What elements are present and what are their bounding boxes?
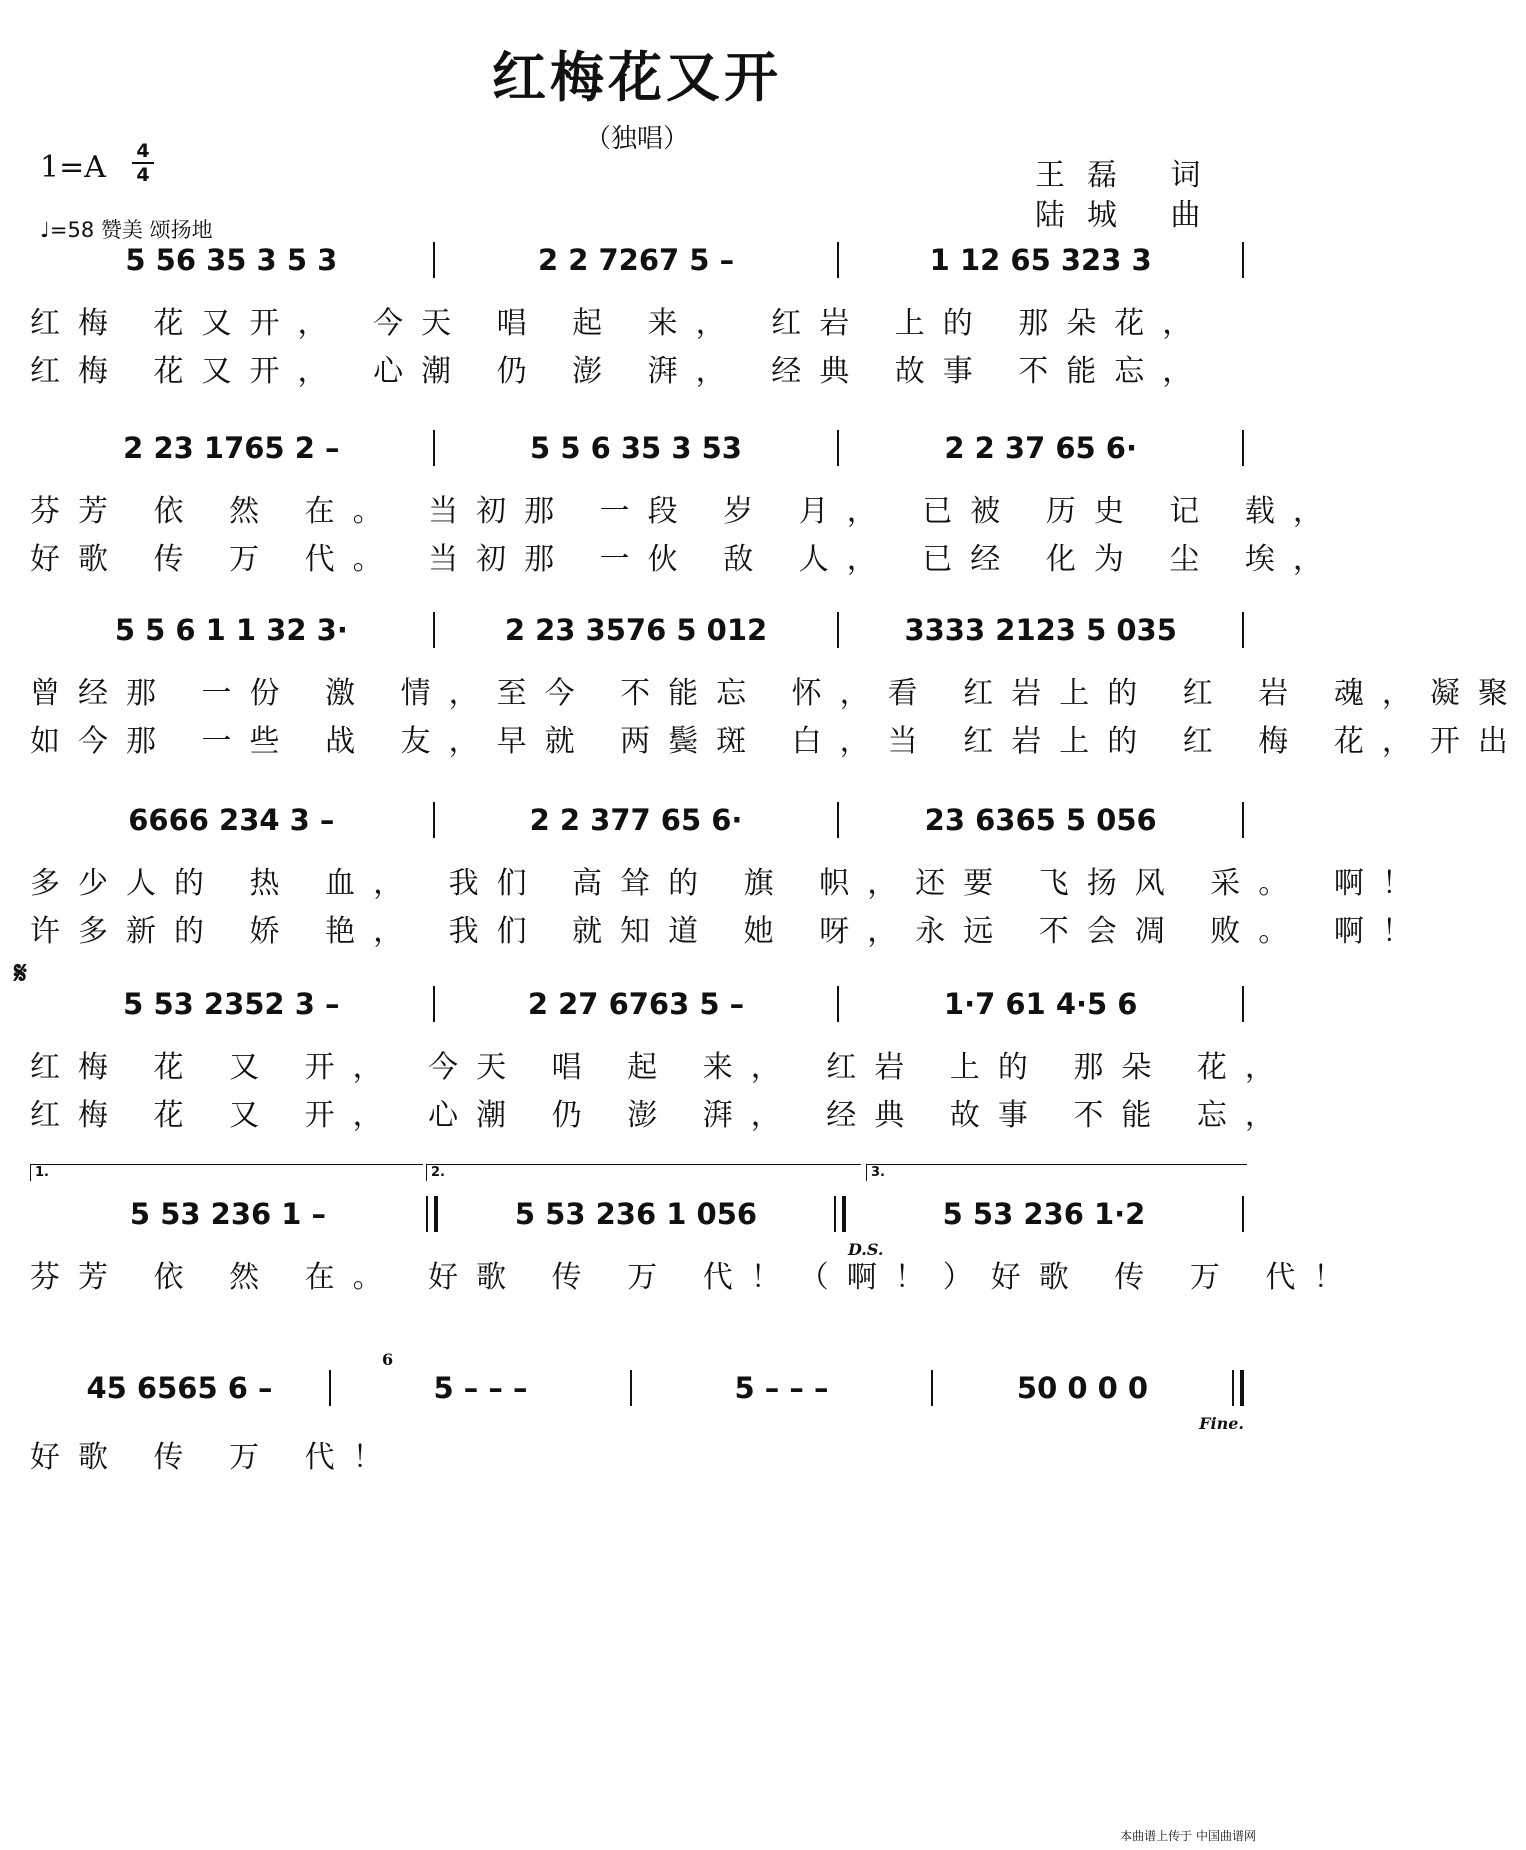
fine-marking: Fine. (1199, 1414, 1244, 1433)
volta-bracket: 2. (426, 1164, 861, 1181)
key-signature: 1=A (40, 150, 106, 185)
measure: 2 27 6763 5 – (527, 987, 745, 1021)
measure: 5 53 236 1 – (129, 1197, 327, 1231)
measure: 50 0 0 0 (1016, 1371, 1149, 1405)
measure: 6666 234 3 – (128, 803, 335, 837)
composer-credit: 陆城 曲 (1035, 198, 1223, 233)
lyric-verse-1: 红梅 花又开， 今天 唱 起 来， 红岩 上的 那朵花， (30, 306, 1211, 341)
barline (1242, 1196, 1244, 1232)
lyric-verse-2: 如今那 一些 战 友，早就 两鬓斑 白，当 红岩上的 红 梅 花，开出 (30, 724, 1526, 759)
performance-type: （独唱） (584, 124, 689, 154)
measure: 5 5 6 1 1 32 3· (114, 613, 348, 647)
double-barline (834, 1196, 846, 1232)
score-system-6 (0, 1165, 1362, 1390)
score-system-3 (0, 606, 1526, 806)
barline (1242, 802, 1244, 838)
footer-source: 本曲谱上传于 中国曲谱网 (1120, 1829, 1256, 1843)
measure: 2 2 37 65 6· (944, 431, 1137, 465)
measure: 5 – – – (734, 1371, 829, 1405)
lyric-verse-1: 多少人的 热 血， 我们 高耸的 旗 帜，还要 飞扬风 采。 啊！ (30, 866, 1430, 901)
score-system-5 (0, 956, 1293, 1180)
measure: 1·7 61 4·5 6 (943, 987, 1138, 1021)
song-title: 红梅花又开 (492, 46, 782, 109)
score-system-4 (0, 796, 1430, 996)
lyric-verse-1: 芬芳 依 然 在。 好歌 传 万 代！（啊！）好歌 传 万 代！ (30, 1260, 1362, 1295)
measure: 5 53 236 1·2 (942, 1197, 1146, 1231)
measure: 5 53 2352 3 – (123, 987, 340, 1021)
measure: 5 56 35 3 5 3 (125, 243, 338, 277)
lyric-verse-1: 曾经那 一份 激 情，至今 不能忘 怀，看 红岩上的 红 岩 魂，凝聚 (30, 676, 1526, 711)
volta-bracket: 1. (30, 1164, 423, 1181)
measure: 5 5 6 35 3 53 (530, 431, 742, 465)
segno-sign: 𝄋 (14, 956, 27, 991)
lyricist-credit: 王磊 词 (1035, 158, 1223, 193)
measure: 3333 2123 5 035 (904, 613, 1177, 647)
measure: 1 12 65 323 3 (929, 243, 1152, 277)
volta-bracket: 3. (866, 1164, 1247, 1181)
barline (1242, 242, 1244, 278)
repeat-barline (426, 1196, 438, 1232)
measure: 2 2 377 65 6· (529, 803, 743, 837)
final-barline (1232, 1370, 1244, 1406)
lyric-verse-2: 红梅 花又开， 心潮 仍 澎 湃， 经典 故事 不能忘， (30, 354, 1211, 389)
measure: 2 2 7267 5 – (537, 243, 735, 277)
barline (1242, 612, 1244, 648)
dal-segno-marking: D.S. (848, 1240, 884, 1259)
time-signature-top: 4 (136, 140, 150, 162)
measure: 2 23 3576 5 012 (504, 613, 768, 647)
time-signature (130, 140, 156, 186)
score-system-2 (0, 424, 1341, 624)
lyric-verse-1: 好歌 传 万 代！ (30, 1440, 401, 1475)
measure: 2 23 1765 2 – (123, 431, 340, 465)
lyric-verse-2: 好歌 传 万 代。 当初那 一伙 敌 人， 已经 化为 尘 埃， (30, 542, 1341, 577)
measure: 5 – – – (433, 1371, 528, 1405)
lyric-verse-2: 许多新的 娇 艳， 我们 就知道 她 呀，永远 不会凋 败。 啊！ (30, 914, 1430, 949)
measure: 5 53 236 1 056 (514, 1197, 758, 1231)
lyric-verse-2: 红梅 花 又 开， 心潮 仍 澎 湃， 经典 故事 不能 忘， (30, 1098, 1293, 1133)
lyric-verse-1: 芬芳 依 然 在。 当初那 一段 岁 月， 已被 历史 记 载， (30, 494, 1341, 529)
tempo-marking: ♩=58 赞美 颂扬地 (40, 218, 213, 242)
time-signature-bottom: 4 (136, 164, 150, 186)
lyric-verse-1: 红梅 花 又 开， 今天 唱 起 来， 红岩 上的 那朵 花， (30, 1050, 1293, 1085)
measure: 23 6365 5 056 (924, 803, 1157, 837)
score-system-1 (0, 236, 1274, 436)
tuplet-number: 6 (382, 1350, 394, 1369)
barline (1242, 430, 1244, 466)
measure: 45 6565 6 – (86, 1371, 273, 1405)
score-system-7 (0, 1350, 1274, 1564)
barline (1242, 986, 1244, 1022)
